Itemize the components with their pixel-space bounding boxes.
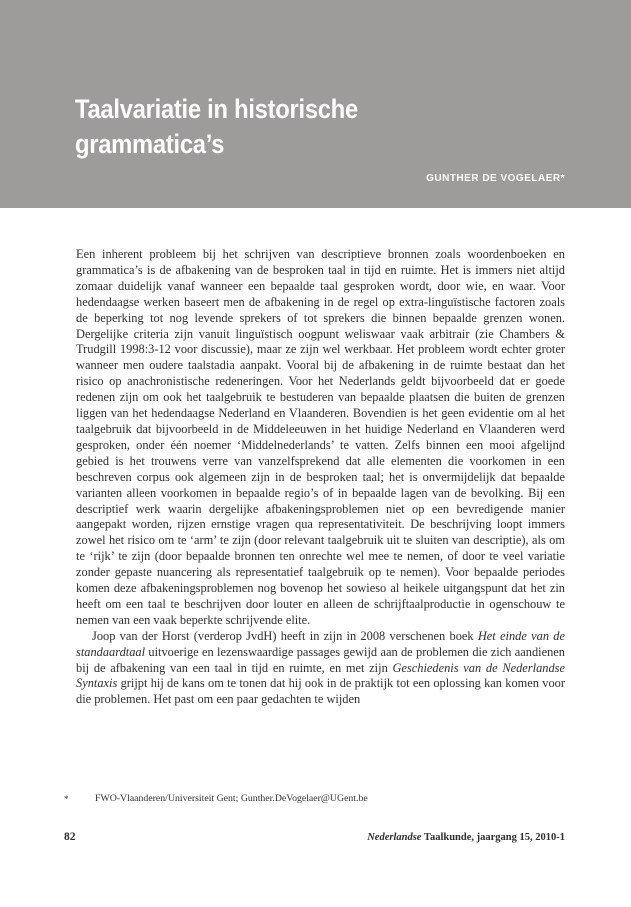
italic-text-segment: Het einde van de standaardtaal [76,628,565,659]
paragraph [76,247,565,629]
page-number: 82 [64,831,76,843]
paragraph [76,629,565,709]
journal-title-italic: Nederlandse [367,832,422,843]
text-segment: uitvoerige en lezenswaardige passages gewijd aan de problemen die zich aandienen bij de afbakening van een taal in tijd en ruimte, en met zijn [76,644,565,675]
journal-line [367,832,565,843]
journal-rest: Taalkunde, jaargang 15, 2010-1 [421,832,565,843]
text-segment: grijpt hij de kans om te tonen dat hij ook in de praktijk tot een oplossing kan komen voor die problemen. Het past om een paar gedachten te wijden [76,676,565,707]
page-footer [64,831,565,843]
body-text [76,247,565,708]
title-line-1: Taalvariatie in historische [75,94,358,124]
title-line-2: grammatica’s [75,129,225,159]
author-name: GUNTHER DE VOGELAER* [426,173,565,184]
footnote-text: FWO-Vlaanderen/Universiteit Gent; Gunther.DeVogelaer@UGent.be [95,793,368,804]
footnote-marker: * [64,794,69,804]
header-banner [0,0,631,208]
text-segment: Joop van der Horst (verderop JvdH) heeft in zijn in 2008 verschenen boek [92,628,478,643]
text-segment: Een inherent probleem bij het schrijven van descriptieve bronnen zoals woordenboeken en grammatica’s is de afbakening van de besproken taal in tijd en ruimte. Het is immers niet altijd zomaar duidelijk vanaf wanneer een bepaalde taal gesproken wordt, door wie, en waar. Voor hedendaagse werken baseert men de afbakening in de regel op extra-linguïstische factoren zoals de beperking tot nog levende sprekers of tot sprekers die binnen bepaalde grenzen wonen. Dergelijke criteria zijn vanuit linguïstisch oogpunt weliswaar vaak arbitrair (zie Chambers & Trudgill 1998:3-12 voor discussie), maar ze zijn wel werkbaar. Het probleem wordt echter groter wanneer men oudere taalstadia aanpakt. Vooral bij de afbakening in de ruimte bestaat dan het risico op anachronistische redeneringen. Voor het Nederlands geldt bijvoorbeeld dat er goede redenen zijn om ook het taalgebruik te bestuderen van bepaalde plaatsen die buiten de grenzen liggen van het hedendaagse Nederland en Vlaanderen. Bovendien is het geen evidentie om al het taalgebruik dat bijvoorbeeld in de Middeleeuwen in het huidige Nederland en Vlaanderen werd gesproken, onder één noemer ‘Middelnederlands’ te vatten. Zelfs binnen een mooi afgelijnd gebied is het trouwens verre van vanzelfsprekend dat alle elementen die voorkomen in een beschreven corpus ook algemeen zijn in de besproken taal; het is onvermijdelijk dat bepaalde varianten alleen voorkomen in bepaalde regio’s of in bepaalde lagen van de bevolking. Bij een descriptief werk waarin dergelijke afbakeningsproblemen niet op een bevredigende manier aangepakt worden, rijzen ernstige vragen qua representativiteit. De beschrijving loopt immers zowel het risico om te ‘arm’ te zijn (door relevant taalgebruik uit te sluiten van descriptie), als om te ‘rijk’ te zijn (door bepaalde bronnen ten onrechte wel mee te nemen, of door te veel variatie zonder gepaste nuancering als representatief taalgebruik op te nemen). Voor bepaalde periodes komen deze afbakeningsproblemen nog bovenop het sowieso al heikele uitgangspunt dat het zin heeft om een taal te beschrijven door louter en alleen de schrijftaalproductie in ogenschouw te nemen van een vaak beperkte schrijvende elite. [76,247,565,627]
footnote [64,793,564,805]
italic-text-segment: Geschiedenis van de Nederlandse Syntaxis [76,660,565,691]
page-title [75,92,358,162]
